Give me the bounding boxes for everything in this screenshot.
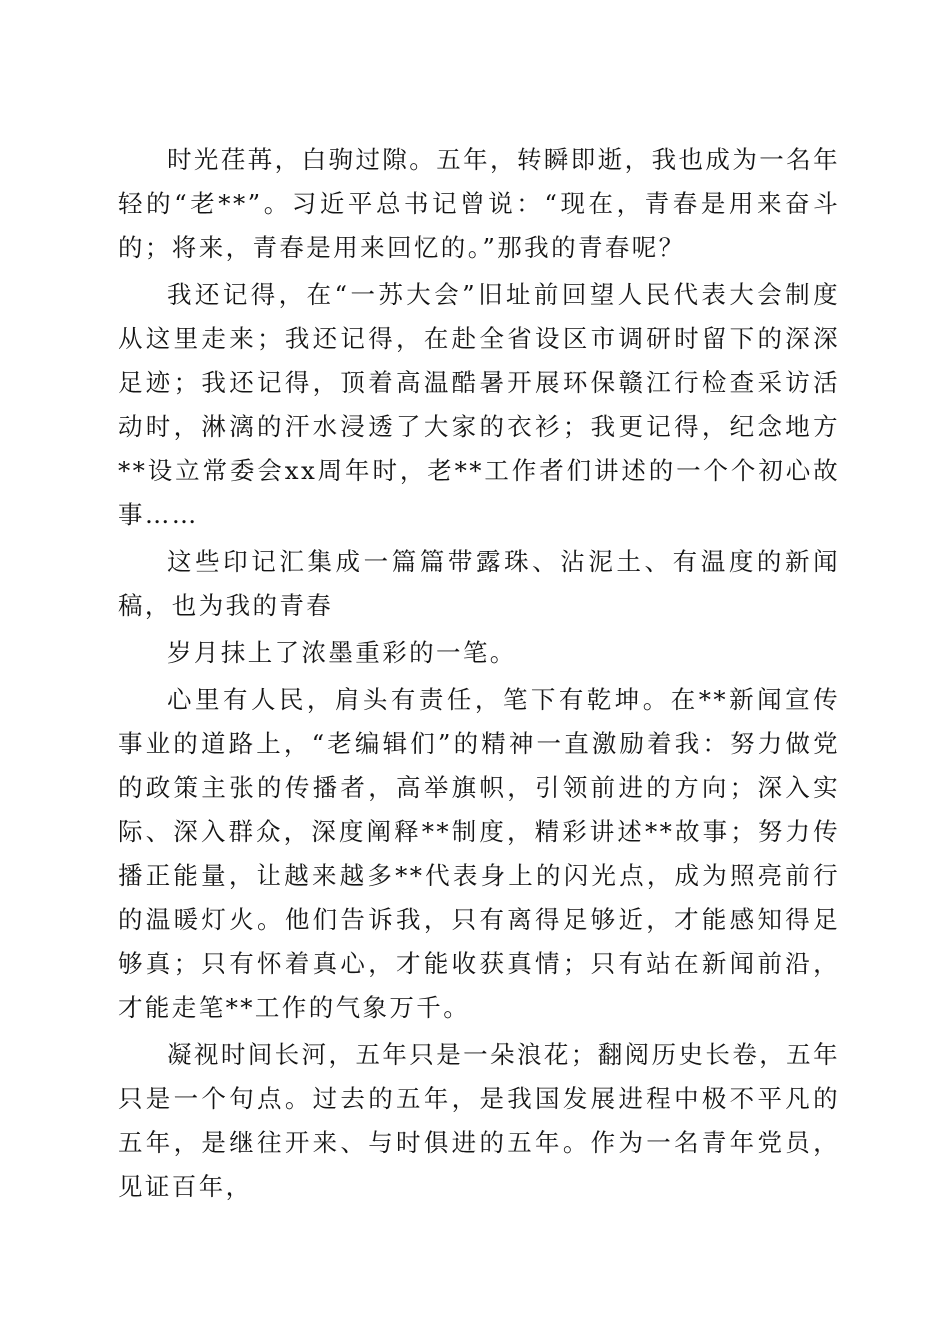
paragraph-3: 这些印记汇集成一篇篇带露珠、沾泥土、有温度的新闻稿，也为我的青春 — [118, 547, 840, 620]
paragraph-1: 时光荏苒，白驹过隙。五年，转瞬即逝，我也成为一名年轻的“老**”。习近平总书记曾说：“现在，青春是用来奋斗的；将来，青春是用来回忆的。”那我的青春呢？ — [118, 145, 840, 262]
document-body — [118, 138, 840, 1212]
paragraph-4: 岁月抹上了浓墨重彩的一笔。 — [167, 638, 517, 667]
paragraph-2: 我还记得，在“一苏大会”旧址前回望人民代表大会制度从这里走来；我还记得，在赴全省设区市调研时留下的深深足迹；我还记得，顶着高温酷暑开展环保赣江行检查采访活动时，淋漓的汗水浸透了大家的衣衫；我更记得，纪念地方**设立常委会xx周年时，老**工作者们讲述的一个个初心故事…… — [118, 280, 840, 529]
paragraph-5: 心里有人民，肩头有责任，笔下有乾坤。在**新闻宣传事业的道路上，“老编辑们”的精神一直激励着我：努力做党的政策主张的传播者，高举旗帜，引领前进的方向；深入实际、深入群众，深度阐释**制度，精彩讲述**故事；努力传播正能量，让越来越多**代表身上的闪光点，成为照亮前行的温暖灯火。他们告诉我，只有离得足够近，才能感知得足够真；只有怀着真心，才能收获真情；只有站在新闻前沿，才能走笔**工作的气象万千。 — [118, 685, 840, 1022]
paragraph-6: 凝视时间长河，五年只是一朵浪花；翻阅历史长卷，五年只是一个句点。过去的五年，是我国发展进程中极不平凡的五年，是继往开来、与时俱进的五年。作为一名青年党员，见证百年， — [118, 1040, 840, 1201]
